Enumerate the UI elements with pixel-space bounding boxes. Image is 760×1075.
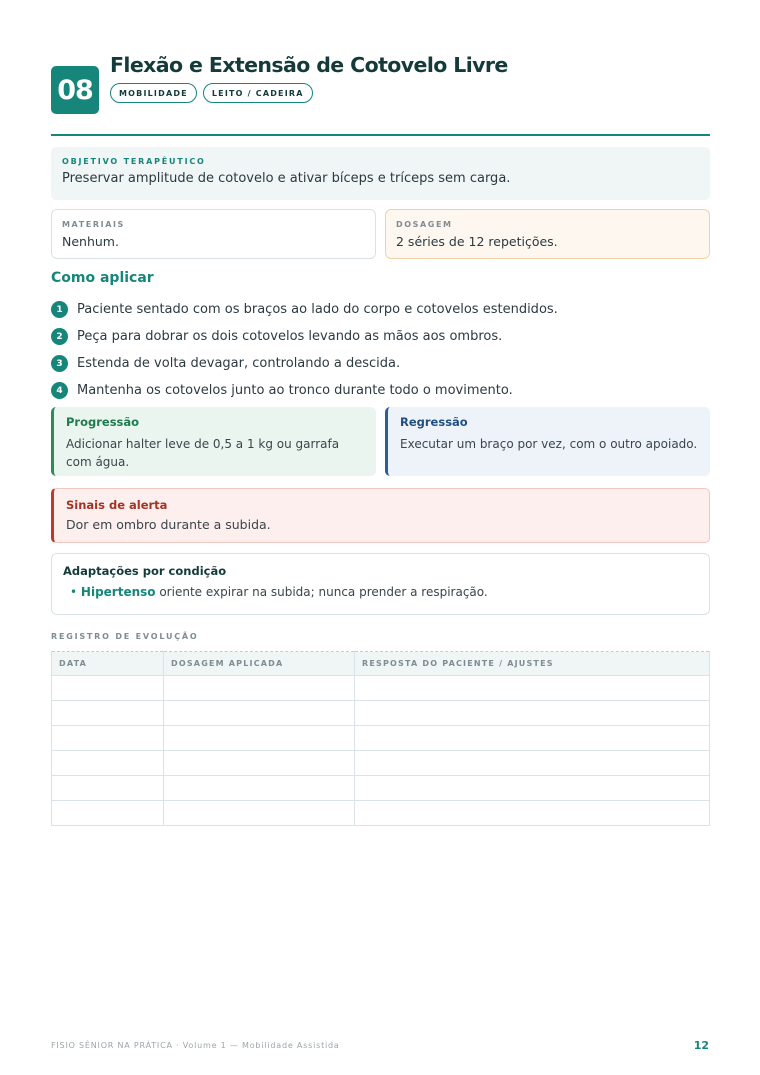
log-cell[interactable]: [164, 676, 355, 701]
step-text: Peça para dobrar os dois cotovelos levando as mãos aos ombros.: [77, 329, 503, 344]
step-number: 4: [51, 382, 68, 399]
adaptations-title: Adaptações por condição: [63, 564, 227, 578]
step-item: [51, 296, 711, 323]
log-cell[interactable]: [164, 801, 355, 826]
log-cell[interactable]: [52, 751, 164, 776]
log-row: [52, 751, 710, 776]
log-cell[interactable]: [52, 726, 164, 751]
log-cell[interactable]: [355, 701, 710, 726]
tag-mobilidade: MOBILIDADE: [110, 83, 197, 103]
step-text: Paciente sentado com os braços ao lado do corpo e cotovelos estendidos.: [77, 302, 558, 317]
footer-book-title: FISIO SÊNIOR NA PRÁTICA · Volume 1 — Mobilidade Assistida: [51, 1041, 340, 1050]
step-item: [51, 323, 711, 350]
page-number: 12: [693, 1039, 709, 1052]
step-number: 2: [51, 328, 68, 345]
log-col-resposta: RESPOSTA DO PACIENTE / AJUSTES: [355, 652, 710, 676]
regression-title: Regressão: [400, 415, 468, 429]
log-header-row: [52, 652, 710, 676]
alert-box: [51, 488, 710, 543]
objective-label: OBJETIVO TERAPÊUTICO: [62, 157, 206, 166]
progression-text: Adicionar halter leve de 0,5 a 1 kg ou garrafa com água.: [66, 437, 340, 469]
log-col-data: DATA: [52, 652, 164, 676]
tag-list: [110, 83, 313, 103]
step-text: Mantenha os cotovelos junto ao tronco durante todo o movimento.: [77, 383, 513, 398]
regression-text: Executar um braço por vez, com o outro apoiado.: [400, 437, 698, 451]
exercise-title: Flexão e Extensão de Cotovelo Livre: [110, 53, 508, 77]
dosage-label: DOSAGEM: [396, 220, 453, 229]
materials-box: [51, 209, 376, 259]
alert-title: Sinais de alerta: [66, 498, 168, 512]
step-text: Estenda de volta devagar, controlando a descida.: [77, 356, 401, 371]
step-number: 3: [51, 355, 68, 372]
how-to-title: Como aplicar: [51, 270, 154, 286]
alert-text: Dor em ombro durante a subida.: [66, 517, 271, 532]
log-row: [52, 776, 710, 801]
log-row: [52, 801, 710, 826]
adaptation-item: [70, 585, 698, 599]
log-title: REGISTRO DE EVOLUÇÃO: [51, 632, 199, 641]
log-cell[interactable]: [164, 776, 355, 801]
step-item: [51, 350, 711, 377]
objective-text: Preservar amplitude de cotovelo e ativar bíceps e tríceps sem carga.: [62, 171, 511, 186]
log-cell[interactable]: [164, 726, 355, 751]
log-cell[interactable]: [355, 676, 710, 701]
log-cell[interactable]: [355, 776, 710, 801]
step-list: [51, 296, 711, 404]
progression-card: [51, 407, 376, 476]
log-col-dosagem: DOSAGEM APLICADA: [164, 652, 355, 676]
adaptation-condition: Hipertenso: [80, 585, 156, 599]
exercise-header: [51, 52, 710, 136]
log-cell[interactable]: [355, 751, 710, 776]
log-cell[interactable]: [164, 701, 355, 726]
log-cell[interactable]: [52, 676, 164, 701]
log-cell[interactable]: [355, 726, 710, 751]
dosage-box: [385, 209, 710, 259]
log-cell[interactable]: [52, 801, 164, 826]
adaptation-text: oriente expirar na subida; nunca prender a respiração.: [159, 585, 488, 599]
log-row: [52, 701, 710, 726]
log-cell[interactable]: [52, 701, 164, 726]
adaptations-box: [51, 553, 710, 615]
exercise-number-badge: 08: [51, 66, 99, 114]
log-row: [52, 726, 710, 751]
step-item: [51, 377, 711, 404]
dosage-value: 2 séries de 12 repetições.: [396, 234, 558, 249]
bullet-glyph: •: [70, 585, 78, 599]
log-cell[interactable]: [164, 751, 355, 776]
log-row: [52, 676, 710, 701]
tag-leito-cadeira: LEITO / CADEIRA: [203, 83, 313, 103]
materials-value: Nenhum.: [62, 234, 119, 249]
evolution-log-table: [51, 651, 710, 826]
regression-card: [385, 407, 710, 476]
header-divider: [51, 134, 710, 136]
log-cell[interactable]: [355, 801, 710, 826]
progression-title: Progressão: [66, 415, 140, 429]
materials-label: MATERIAIS: [62, 220, 125, 229]
log-cell[interactable]: [52, 776, 164, 801]
step-number: 1: [51, 301, 68, 318]
objective-box: [51, 147, 710, 200]
